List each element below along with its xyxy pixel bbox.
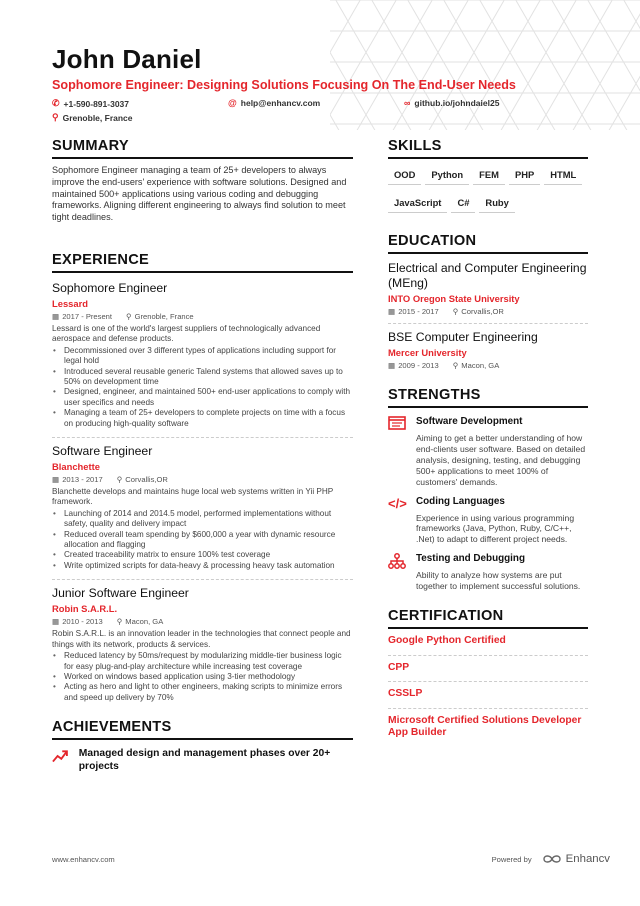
degree: Electrical and Computer Engineering (MEng)	[388, 261, 587, 290]
edu-location	[453, 361, 500, 370]
school-name: INTO Oregon State University	[388, 293, 520, 304]
calendar-icon: ▦	[52, 475, 60, 485]
job-bullet: • Decommissioned over 3 different types of applications including support for legal hold	[52, 346, 353, 367]
job-bullet: • Acting as hero and light to other engineers, making scripts to minimize errors and speed up delivery by 70%	[52, 682, 353, 703]
job-location-text: Grenoble, France	[134, 311, 194, 321]
education-meta	[388, 361, 588, 370]
experience-section	[52, 252, 353, 703]
location-pin-icon: ⚲	[52, 112, 59, 122]
strength-description: Aiming to get a better understanding of how end-clients user software. Based on detailed analysis, designing, testing, and debugging 500+ applications to meet 100% of customers' demands.	[416, 433, 586, 487]
achievement-text: Managed design and management phases over 20+ projects	[78, 748, 331, 772]
job-location-text: Macon, GA	[125, 617, 164, 627]
certification-item: Google Python Certified	[388, 629, 588, 656]
calendar-icon: ▦	[52, 617, 60, 627]
calendar-icon: ▦	[388, 361, 396, 370]
brand-logo[interactable]	[542, 853, 610, 865]
skill-tag: Python	[425, 165, 469, 185]
left-column	[52, 138, 353, 773]
contact-info	[52, 98, 612, 128]
job-bullet: • Created traceability matrix to ensure 100% test coverage	[52, 550, 353, 560]
strength-description: Ability to analyze how systems are put together to implement successful solutions.	[416, 570, 581, 592]
trending-up-icon	[52, 748, 69, 764]
company-name: Robin S.A.R.L.	[52, 603, 118, 615]
job-bullet: • Worked on windows based application using 3-tier methodology	[52, 672, 353, 682]
job-location-text: Corvallis,OR	[125, 475, 168, 485]
edu-dates-text: 2009 - 2013	[398, 361, 439, 370]
job-dates	[52, 617, 103, 626]
phone-text: +1-590-891-3037	[63, 98, 130, 109]
email-text: help@enhancv.com	[240, 98, 321, 108]
job-bullets	[52, 651, 353, 703]
job-location	[126, 312, 194, 321]
education-entry	[388, 323, 588, 370]
code-brackets-icon: </>	[388, 495, 407, 511]
achievements-heading: ACHIEVEMENTS	[52, 719, 353, 740]
skill-tag: C#	[451, 193, 475, 213]
experience-heading: EXPERIENCE	[52, 252, 353, 273]
right-column	[388, 138, 588, 747]
edu-dates-text: 2015 - 2017	[398, 307, 439, 316]
skill-tag: FEM	[473, 165, 505, 185]
job-bullet: • Launching of 2014 and 2014.5 model, performed implementations without safety, quality and delivery impact	[52, 509, 353, 530]
candidate-name: John Daniel	[52, 44, 202, 74]
job-bullets	[52, 346, 353, 429]
location-contact	[52, 112, 133, 123]
email-contact[interactable]	[228, 98, 320, 108]
job-bullet: • Introduced several reusable generic Talend systems that allowed saves up to 50% on development time	[52, 367, 353, 388]
edu-dates	[388, 307, 439, 316]
strength-title: Coding Languages	[416, 495, 505, 507]
company-name: Blanchette	[52, 461, 100, 473]
job-dates-text: 2013 - 2017	[62, 475, 103, 485]
job-dates-text: 2017 - Present	[62, 311, 112, 321]
phone-icon: ✆	[52, 98, 60, 108]
certification-heading: CERTIFICATION	[388, 608, 588, 629]
powered-by-label: Powered by	[491, 854, 532, 864]
job-title: Junior Software Engineer	[52, 586, 189, 601]
achievement-item	[52, 748, 353, 773]
skill-tag: Ruby	[479, 193, 514, 213]
strength-item	[388, 416, 588, 488]
skills-list	[388, 165, 588, 221]
location-pin-icon: ⚲	[126, 311, 132, 321]
footer-website[interactable]: www.enhancv.com	[52, 854, 115, 864]
job-meta	[52, 475, 353, 484]
strength-title: Testing and Debugging	[416, 553, 525, 565]
job-entry	[52, 579, 353, 703]
skills-section	[388, 138, 588, 221]
enhancv-logo-icon	[542, 853, 562, 865]
job-dates	[52, 312, 112, 321]
job-title: Software Engineer	[52, 444, 153, 459]
edu-location-text: Macon, GA	[461, 361, 500, 370]
certification-section	[388, 608, 588, 747]
skill-tag: PHP	[509, 165, 540, 185]
education-section	[388, 233, 588, 370]
github-contact[interactable]	[404, 98, 499, 108]
job-bullet: • Reduced latency by 50ms/request by modularizing middle-tier business logic for easy plug-and-play architecture while increasing test coverage	[52, 651, 353, 672]
job-entry	[52, 281, 353, 429]
job-meta	[52, 617, 353, 626]
certification-item: Microsoft Certified Solutions Developer App Builder	[388, 714, 582, 739]
summary-section	[52, 138, 353, 224]
location-pin-icon: ⚲	[116, 475, 123, 485]
job-dates-text: 2010 - 2013	[62, 617, 103, 627]
hierarchy-icon	[388, 553, 408, 592]
strengths-heading: STRENGTHS	[388, 387, 588, 408]
education-heading: EDUCATION	[388, 233, 588, 254]
location-pin-icon: ⚲	[116, 617, 123, 627]
job-description: Blanchette develops and maintains huge local web systems written in Yii PHP framework.	[52, 487, 334, 507]
link-icon: ∞	[404, 98, 411, 108]
summary-heading: SUMMARY	[52, 138, 353, 159]
skill-tag: JavaScript	[388, 193, 447, 213]
resume-header	[52, 44, 612, 128]
page-footer	[52, 853, 610, 865]
job-bullet: • Managing a team of 25+ developers to complete projects on time with a focus on producing high-quality software	[52, 408, 353, 429]
powered-by	[492, 853, 610, 865]
education-meta	[388, 307, 588, 316]
edu-dates	[388, 361, 439, 370]
location-pin-icon: ⚲	[452, 361, 459, 370]
location-text: Grenoble, France	[62, 112, 133, 123]
job-bullet: • Designed, engineer, and maintained 500+ end-user applications to comply with user specifics and needs	[52, 387, 353, 408]
strength-item	[388, 553, 588, 592]
edu-location-text: Corvallis,OR	[461, 307, 504, 316]
company-name: Lessard	[52, 297, 88, 309]
at-icon: @	[228, 98, 237, 108]
job-description: Robin S.A.R.L. is an innovation leader in the technologies that connect people and things with its network, products & services.	[52, 629, 351, 649]
degree: BSE Computer Engineering	[388, 330, 538, 344]
job-title: Sophomore Engineer	[52, 280, 168, 295]
job-dates	[52, 475, 103, 484]
strength-description: Experience in using various programming frameworks (Java, Python, Ruby, C/C++, .Net) to adapt to different project needs.	[416, 512, 575, 545]
strength-item	[388, 496, 588, 546]
edu-location	[453, 307, 504, 316]
education-entry	[388, 261, 588, 316]
certification-item: CSSLP	[388, 682, 588, 709]
summary-text: Sophomore Engineer managing a team of 25+ developers to always improve the end-users' experience with software solutions. Designed and maintained 500+ applications using various coding and debugging frameworks. Aligning different engineering to always find solution to meet tight deadlines.	[52, 165, 347, 223]
strength-title: Software Development	[416, 416, 523, 427]
candidate-tagline: Sophomore Engineer: Designing Solutions Focusing On The End-User Needs	[52, 78, 516, 92]
job-location	[117, 475, 168, 484]
job-bullet: • Reduced overall team spending by $600,000 a year with dynamic resource allocation and flagging	[52, 530, 353, 551]
certification-item: CPP	[388, 656, 588, 683]
location-pin-icon: ⚲	[452, 307, 459, 316]
calendar-icon: ▦	[388, 307, 396, 316]
job-location	[117, 617, 164, 626]
skills-heading: SKILLS	[388, 138, 588, 159]
achievements-section	[52, 719, 353, 773]
phone-contact[interactable]	[52, 98, 129, 109]
certification-list	[388, 629, 588, 747]
job-meta	[52, 312, 353, 321]
skill-tag: HTML	[544, 165, 582, 185]
skill-tag: OOD	[388, 165, 421, 185]
job-entry	[52, 437, 353, 571]
job-bullet: • Write optimized scripts for data-heavy & processing heavy task automation	[52, 561, 353, 571]
strengths-section	[388, 387, 588, 592]
calendar-icon: ▦	[52, 311, 60, 321]
job-bullets	[52, 509, 353, 571]
github-text: github.io/johndaiel25	[414, 98, 500, 108]
school-name: Mercer University	[388, 347, 467, 358]
job-description: Lessard is one of the world's largest suppliers of technologically advanced aerospace and defense products.	[52, 323, 321, 344]
brand-name: Enhancv	[565, 853, 610, 865]
code-window-icon	[388, 416, 408, 488]
